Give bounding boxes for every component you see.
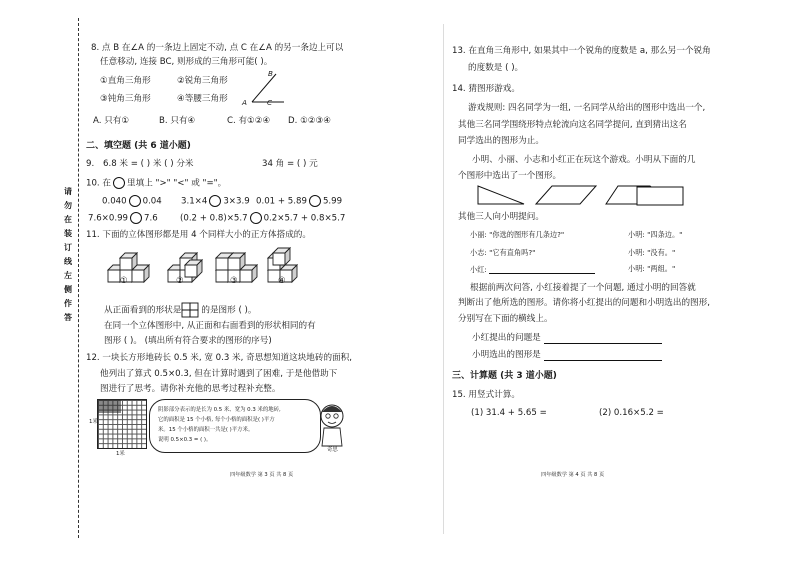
right-page-footer: 四年级数学 第 4 页 共 8 页 — [541, 472, 605, 478]
q14-story1: 小明、小丽、小志和小红正在玩这个游戏。小明从下面的几 — [472, 155, 696, 165]
binding-line — [78, 18, 79, 538]
q8-choice-d: D. ①②③④ — [288, 116, 331, 126]
q8-line1: 8. 点 B 在∠A 的一条边上固定不动, 点 C 在∠A 的另一条边上可以 — [91, 43, 344, 53]
q11-sub2-line1: 在同一个立体图形中, 从正面和右面看到的形状相同的有 — [104, 321, 316, 331]
dialog-li-question: 小丽: "你选的图形有几条边?" — [470, 230, 565, 239]
q14-ming-answer-label: 小明选出的图形是 — [472, 350, 541, 360]
binding-char: 订 — [64, 243, 72, 252]
q10-r1c2 — [181, 195, 250, 208]
q10-r2c2 — [180, 212, 345, 225]
bubble-line1: 阴影部分表示的是长为 0.5 米、宽为 0.3 米的地砖, — [158, 407, 281, 413]
dialog-ming-answer-3: 小明: "两组。" — [628, 264, 676, 273]
q15-problem-1: (1) 31.4 + 5.65 = — [471, 408, 547, 418]
q11-line: 11. 下面的立体图形都是用 4 个同样大小的正方体搭成的。 — [86, 230, 311, 240]
q9-part-b: 34 角 = ( ) 元 — [262, 159, 318, 169]
dialog-zhi-question: 小志: "它有直角吗?" — [470, 248, 536, 257]
q12-line2: 他列出了算式 0.5×0.3, 但在计算时遇到了困难, 于是他借助下 — [100, 369, 338, 379]
q14-ming-answer-line — [472, 350, 662, 361]
q14-rule3: 同学选出的图形为止。 — [458, 136, 544, 146]
binding-char: 线 — [64, 257, 72, 266]
q14-title: 14. 猜图形游戏。 — [452, 84, 520, 94]
cube-label-2: ② — [176, 276, 184, 286]
binding-char: 装 — [64, 229, 72, 238]
bubble-line4: 说明 0.5×0.3 = ( )。 — [158, 437, 212, 443]
q13-line2: 的度数是 ( )。 — [468, 63, 524, 73]
q14-after2: 判断出了他所选的图形。请你将小红提出的问题和小明选出的图形, — [458, 298, 710, 308]
binding-char: 答 — [64, 313, 72, 322]
q8-choice-b: B. 只有④ — [159, 116, 196, 126]
q14-story2: 个图形中选出了一个图形。 — [458, 171, 562, 181]
q15-problem-2: (2) 0.16×5.2 = — [599, 408, 664, 418]
avatar-name: 奇思 — [327, 447, 338, 453]
dialog-hong-label: 小红: — [470, 265, 487, 274]
q14-rule2: 其他三名同学围绕形特点轮流向这名同学提问, 直到猜出这名 — [458, 120, 687, 130]
q8-choice-c: C. 有①②④ — [227, 116, 271, 126]
compare-circle[interactable] — [130, 212, 142, 224]
binding-char: 请 — [64, 187, 72, 196]
q14-rule1: 游戏规则: 四名同学为一组, 一名同学从给出的图形中选出一个, — [468, 103, 706, 113]
q14-after1: 根据前两次问答, 小红接着提了一个问题, 通过小明的回答就 — [470, 283, 696, 293]
q14-after3: 分别写在下面的横线上。 — [458, 314, 553, 324]
q10-line — [86, 177, 226, 190]
angle-figure — [244, 68, 288, 108]
cube-figure-1 — [108, 253, 149, 282]
bubble-line2: 它的面积是 15 个小格, 每个小格的面积是( )平方 — [158, 417, 275, 423]
angle-label-b: B — [268, 69, 273, 78]
shape-right-triangle — [478, 186, 524, 204]
q11-sub2-line2: 图形 ( )。 (填出所有符合要求的图形的序号) — [104, 336, 272, 346]
hong-question-blank[interactable] — [489, 264, 595, 274]
dialog-ming-answer-1: 小明: "四条边。" — [628, 230, 683, 239]
q8-option-2: ②锐角三角形 — [177, 76, 228, 86]
q9-part-a: 6.8 米 = ( ) 米 ( ) 分米 — [103, 159, 194, 169]
compare-left: 3.1×4 — [181, 196, 208, 207]
cube-label-1: ① — [120, 276, 128, 286]
compare-left: 0.040 — [102, 196, 127, 207]
page-divider — [443, 24, 444, 534]
binding-char: 在 — [64, 215, 72, 224]
compare-right: 7.6 — [144, 213, 158, 224]
compare-right: 0.04 — [142, 196, 162, 207]
compare-circle[interactable] — [250, 212, 262, 224]
section-fill-blank-heading: 二、填空题 (共 6 道小题) — [86, 141, 191, 151]
cube-label-3: ③ — [230, 276, 238, 286]
cube-figures — [104, 244, 404, 288]
q10-r1c3 — [256, 195, 342, 208]
front-view-shape — [181, 302, 201, 318]
dialog-ming-answer-2: 小明: "没有。" — [628, 248, 676, 257]
compare-circle[interactable] — [209, 195, 221, 207]
angle-label-a: A — [242, 98, 247, 107]
q8-option-3: ③钝角三角形 — [100, 94, 151, 104]
bubble-line3: 米。15 个小格的面积一共是( )平方米。 — [158, 427, 254, 433]
shape-parallelogram — [536, 186, 596, 204]
compare-right: 5.99 — [322, 196, 343, 207]
dialog-hong-question — [470, 264, 595, 274]
q9-number: 9. — [86, 159, 95, 169]
compare-circle[interactable] — [309, 195, 321, 207]
q8-option-4: ④等腰三角形 — [177, 94, 228, 104]
binding-char: 勿 — [64, 201, 72, 210]
shape-rectangle-option — [636, 186, 686, 208]
binding-char: 左 — [64, 271, 72, 280]
angle-label-c: C — [267, 98, 273, 107]
q14-ask: 其他三人向小明提问。 — [458, 212, 544, 222]
section-calculation-heading: 三、计算题 (共 3 道小题) — [452, 371, 557, 381]
compare-left: 7.6×0.99 — [88, 213, 129, 224]
q15-title: 15. 用竖式计算。 — [452, 390, 520, 400]
compare-left: 0.01 + 5.89 — [256, 196, 307, 207]
q14-hong-answer-line — [472, 333, 662, 344]
binding-char: 作 — [64, 299, 72, 308]
q10-r1c1 — [102, 195, 162, 208]
q13-line1: 13. 在直角三角形中, 如果其中一个锐角的度数是 a, 那么另一个锐角 — [452, 46, 711, 56]
binding-char: 侧 — [64, 285, 72, 294]
q10-post: 里填上 ">" "<" 或 "="。 — [127, 178, 227, 189]
cube-figure-2 — [168, 253, 202, 282]
q11-sub1-pre: 从正面看到的形状是 — [104, 305, 182, 316]
q10-pre: 10. 在 — [86, 178, 111, 189]
q8-choice-a: A. 只有① — [93, 116, 130, 126]
compare-left: (0.2 + 0.8)×5.7 — [180, 213, 248, 224]
cube-label-4: ④ — [278, 276, 286, 286]
q8-line2: 任意移动, 连接 BC, 则形成的三角形可能( )。 — [100, 57, 273, 67]
q11-sub1-post: 的是图形 ( )。 — [201, 305, 257, 316]
q8-option-1: ①直角三角形 — [100, 76, 151, 86]
q12-line3: 图进行了思考。请你补充他的思考过程补充整。 — [100, 384, 281, 394]
hong-answer-blank[interactable] — [544, 333, 662, 344]
ming-answer-blank[interactable] — [544, 350, 662, 361]
grid-bottom-label: 1米 — [116, 451, 125, 457]
q12-line1: 12. 一块长方形地砖长 0.5 米, 宽 0.3 米, 奇思想知道这块地砖的面积, — [86, 353, 352, 363]
compare-right: 0.2×5.7 + 0.8×5.7 — [263, 213, 346, 224]
grid-side-label: 1米 — [89, 419, 98, 425]
compare-circle[interactable] — [113, 177, 125, 189]
compare-circle[interactable] — [129, 195, 141, 207]
q10-r2c1 — [88, 212, 158, 225]
compare-right: 3×3.9 — [223, 196, 250, 207]
q14-hong-answer-label: 小红提出的问题是 — [472, 333, 541, 343]
left-page-footer: 四年级数学 第 3 页 共 8 页 — [230, 472, 294, 478]
area-grid-shaded — [97, 399, 121, 413]
q11-sub1 — [104, 302, 257, 318]
